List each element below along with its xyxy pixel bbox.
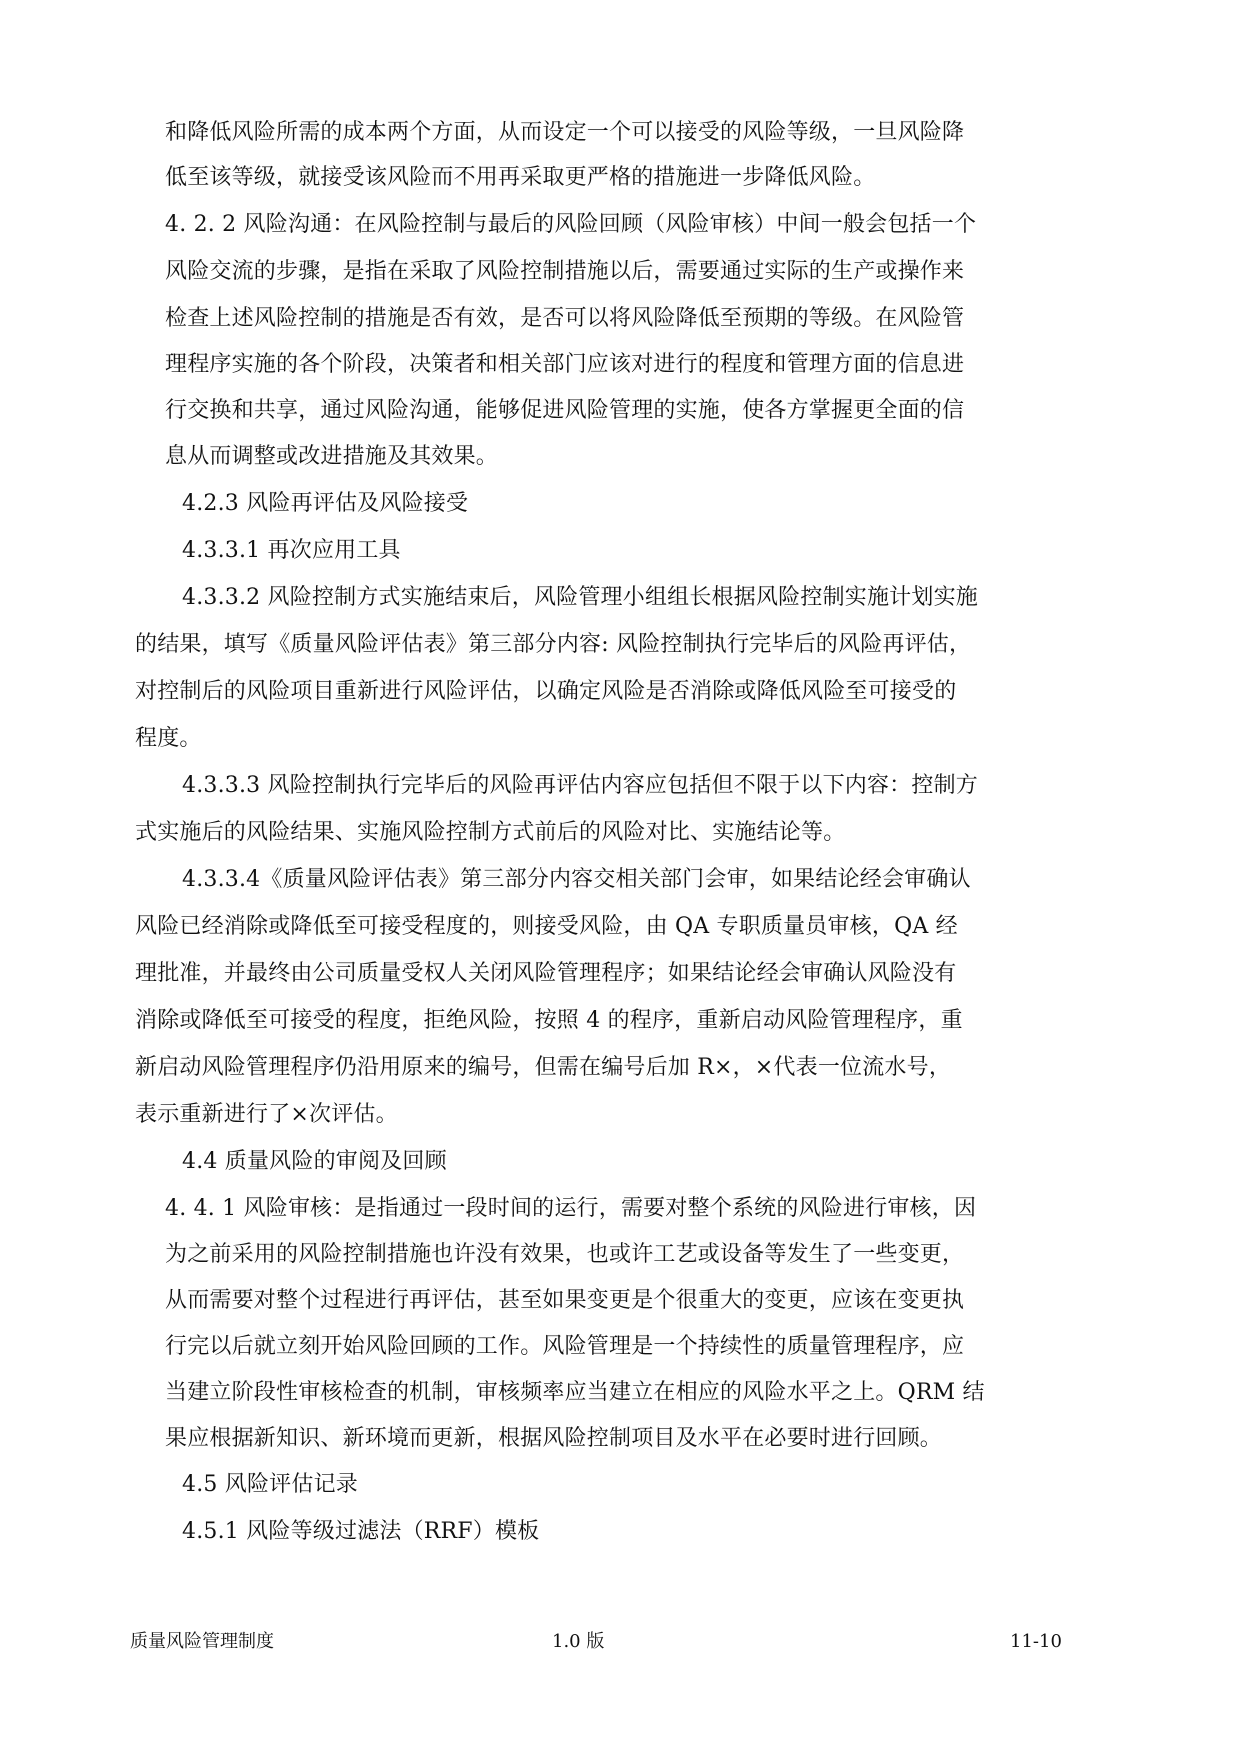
heading-4-5: 4.5 风险评估记录 [182, 1472, 358, 1497]
body-line: 行完以后就立刻开始风险回顾的工作。风险管理是一个持续性的质量管理程序，应 [165, 1334, 965, 1359]
body-line: 理程序实施的各个阶段，决策者和相关部门应该对进行的程度和管理方面的信息进 [165, 352, 965, 377]
body-line: 当建立阶段性审核检查的机制，审核频率应当建立在相应的风险水平之上。QRM 结 [165, 1380, 985, 1405]
body-line: 果应根据新知识、新环境而更新，根据风险控制项目及水平在必要时进行回顾。 [165, 1426, 943, 1451]
section-4-2-2-line: 4. 2. 2 风险沟通：在风险控制与最后的风险回顾（风险审核）中间一般会包括一个 [165, 212, 977, 237]
body-line: 从而需要对整个过程进行再评估，甚至如果变更是个很重大的变更，应该在变更执 [165, 1288, 965, 1313]
footer-version: 1.0 版 [552, 1631, 605, 1652]
body-line: 理批准，并最终由公司质量受权人关闭风险管理程序；如果结论经会审确认风险没有 [135, 961, 957, 986]
body-line: 的结果，填写《质量风险评估表》第三部分内容: 风险控制执行完毕后的风险再评估， [135, 632, 972, 657]
body-line: 式实施后的风险结果、实施风险控制方式前后的风险对比、实施结论等。 [135, 820, 846, 845]
footer-page-number: 11-10 [1010, 1631, 1062, 1652]
body-line: 消除或降低至可接受的程度，拒绝风险，按照 4 的程序，重新启动风险管理程序，重 [135, 1008, 963, 1033]
heading-4-3-3-1: 4.3.3.1 再次应用工具 [182, 538, 401, 563]
heading-4-5-1: 4.5.1 风险等级过滤法（RRF）模板 [182, 1519, 540, 1544]
section-4-3-3-2-line: 4.3.3.2 风险控制方式实施结束后，风险管理小组组长根据风险控制实施计划实施 [182, 585, 978, 610]
body-line: 低至该等级，就接受该风险而不用再采取更严格的措施进一步降低风险。 [165, 165, 876, 190]
body-line: 息从而调整或改进措施及其效果。 [165, 444, 499, 469]
heading-4-2-3: 4.2.3 风险再评估及风险接受 [182, 491, 469, 516]
section-4-4-1-line: 4. 4. 1 风险审核：是指通过一段时间的运行，需要对整个系统的风险进行审核，因 [165, 1196, 977, 1221]
body-line: 和降低风险所需的成本两个方面，从而设定一个可以接受的风险等级，一旦风险降 [165, 120, 965, 145]
body-line: 行交换和共享，通过风险沟通，能够促进风险管理的实施，使各方掌握更全面的信 [165, 398, 965, 423]
body-line: 风险交流的步骤，是指在采取了风险控制措施以后，需要通过实际的生产或操作来 [165, 259, 965, 284]
body-line: 新启动风险管理程序仍沿用原来的编号，但需在编号后加 R×，×代表一位流水号， [135, 1055, 952, 1080]
footer-title: 质量风险管理制度 [130, 1631, 274, 1652]
body-line: 对控制后的风险项目重新进行风险评估，以确定风险是否消除或降低风险至可接受的 [135, 679, 957, 704]
heading-4-4: 4.4 质量风险的审阅及回顾 [182, 1149, 447, 1174]
body-line: 表示重新进行了×次评估。 [135, 1102, 398, 1127]
section-4-3-3-3-line: 4.3.3.3 风险控制执行完毕后的风险再评估内容应包括但不限于以下内容：控制方 [182, 773, 978, 798]
body-line: 为之前采用的风险控制措施也许没有效果，也或许工艺或设备等发生了一些变更， [165, 1242, 965, 1267]
section-4-3-3-4-line: 4.3.3.4《质量风险评估表》第三部分内容交相关部门会审，如果结论经会审确认 [182, 867, 971, 892]
body-line: 程度。 [135, 726, 202, 751]
body-line: 风险已经消除或降低至可接受程度的，则接受风险，由 QA 专职质量员审核，QA 经 [135, 914, 958, 939]
body-line: 检查上述风险控制的措施是否有效，是否可以将风险降低至预期的等级。在风险管 [165, 306, 965, 331]
